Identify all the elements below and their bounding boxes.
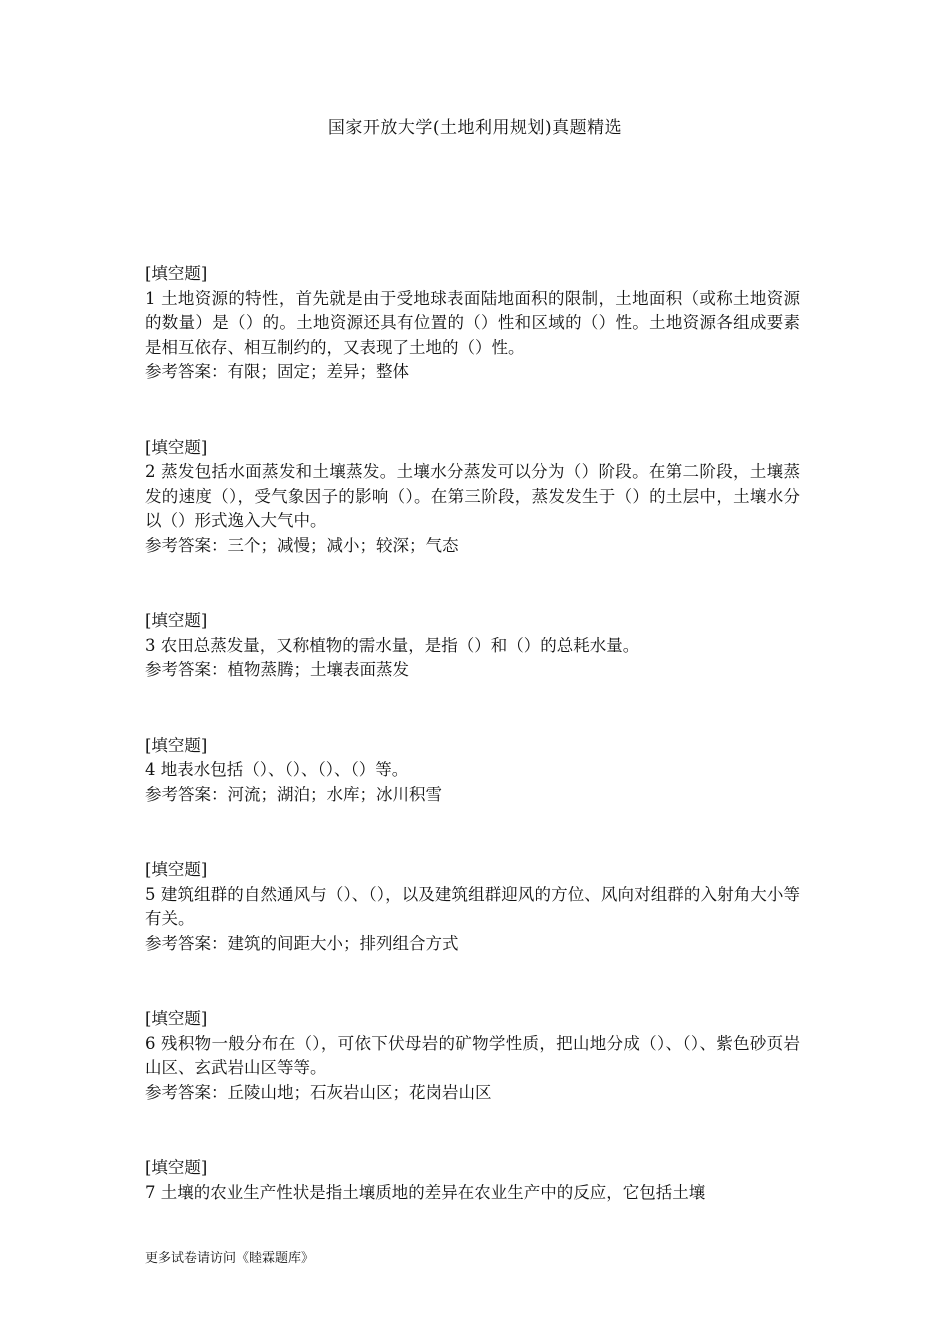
reference-answer: 参考答案：河流；湖泊；水库；冰川积雪 [145,784,442,804]
question-item-6 [145,1007,800,1105]
question-text: 2 蒸发包括水面蒸发和土壤蒸发。土壤水分蒸发可以分为（）阶段。在第二阶段，土壤蒸发的速度（），受气象因子的影响（）。在第三阶段，蒸发发生于（）的土层中，土壤水分以（）形式逸入大气中。 [145,462,800,530]
reference-answer: 参考答案：建筑的间距大小；排列组合方式 [145,933,459,953]
question-text: 4 地表水包括（）、（）、（）、（）等。 [145,760,409,779]
question-text: 5 建筑组群的自然通风与（）、（），以及建筑组群迎风的方位、风向对组群的入射角大小等有关。 [145,884,800,928]
question-item-2 [145,436,800,559]
document-title: 国家开放大学(土地利用规划)真题精选 [327,118,623,138]
question-type-label: [填空题] [145,264,208,283]
question-type-label: [填空题] [145,1158,208,1177]
question-type-label: [填空题] [145,735,208,755]
question-item-1 [145,262,800,385]
question-type-label: [填空题] [145,1009,208,1028]
question-type-label: [填空题] [145,437,208,457]
question-text: 7 土壤的农业生产性状是指土壤质地的差异在农业生产中的反应，它包括土壤 [145,1182,706,1202]
reference-answer: 参考答案：三个；减慢；减小；较深；气态 [145,535,459,555]
question-text: 3 农田总蒸发量，又称植物的需水量，是指（）和（）的总耗水量。 [145,635,640,655]
question-item-5 [145,858,800,956]
reference-answer: 参考答案：有限；固定；差异；整体 [145,362,409,381]
question-list [145,262,800,1231]
question-text: 1 土地资源的特性，首先就是由于受地球表面陆地面积的限制，土地面积（或称土地资源的数量）是（）的。土地资源还具有位置的（）性和区域的（）性。土地资源各组成要素是相互依存、相互制约的，又表现了土地的（）性。 [145,288,800,357]
question-item-4 [145,734,800,808]
question-item-7 [145,1156,800,1231]
reference-answer: 参考答案：植物蒸腾；土壤表面蒸发 [145,660,409,679]
reference-answer: 参考答案：丘陵山地；石灰岩山区；花岗岩山区 [145,1082,492,1102]
question-text: 6 残积物一般分布在（），可依下伏母岩的矿物学性质，把山地分成（）、（）、紫色砂页岩山区、玄武岩山区等等。 [145,1033,800,1077]
page-footer: 更多试卷请访问《睦霖题库》 [145,1251,315,1266]
question-type-label: [填空题] [145,860,208,879]
question-item-3 [145,609,800,683]
question-type-label: [填空题] [145,611,208,630]
